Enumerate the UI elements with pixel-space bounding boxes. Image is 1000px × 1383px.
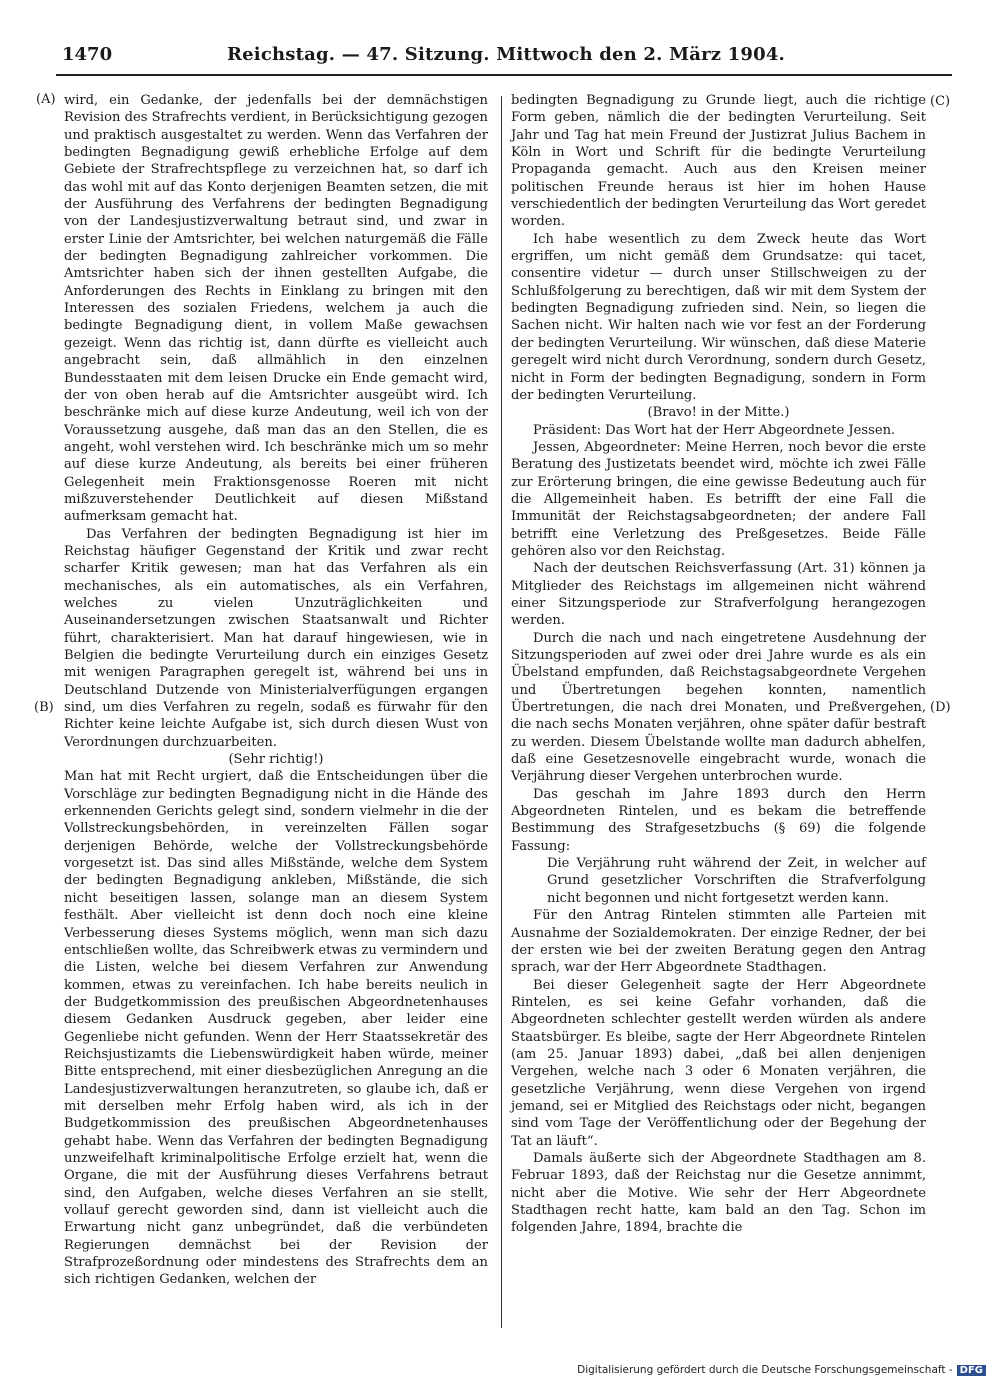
page-number: 1470 <box>62 44 113 65</box>
footer-text: Digitalisierung gefördert durch die Deutsche Forschungsgemeinschaft - <box>577 1364 953 1376</box>
margin-marker-b: (B) <box>34 700 54 715</box>
paragraph: wird, ein Gedanke, der jedenfalls bei der demnächstigen Revision des Strafrechts verdient, in Berücksichtigung gezogen und praktisch ausgestaltet zu werden. Wenn das Verfahren der bedingten Begnadigung gewiß erhebliche Erfolge auf dem Gebiete der Strafrechtspflege zu verzeichnen hat, so darf ich das wohl mit auf das Konto derjenigen Beamten setzen, die mit der Ausführung des Verfahrens der bedingten Begnadigung von der Landesjustizverwaltung betraut sind, und zwar in erster Linie der Amtsrichter, bei welchen naturgemäß die Fälle der bedingten Begnadigung zahlreicher vorkommen. Die Amtsrichter haben sich der ihnen gestellten Aufgabe, die Anforderungen des Rechts in Einklang zu bringen mit den Interessen des sozialen Friedens, welchem ja auch die bedingte Begnadigung dient, in vollem Maße gewachsen gezeigt. Wenn das richtig ist, dann dürfte es vielleicht auch angebracht sein, daß allmählich in den einzelnen Bundesstaaten mit dem leisen Drucke ein Ende gemacht wird, der von oben herab auf die Amtsrichter ausgeübt wird. Ich beschränke mich auf diese kurze Andeutung, weil ich von der Voraussetzung ausgehe, daß man das an den Stellen, die es angeht, wohl verstehen wird. Ich beschränke mich um so mehr auf diese kurze Andeutung, als bereits bei einer früheren Gelegenheit mein Fraktionsgenosse Roeren mit nicht mißzuverstehender Deutlichkeit auf diesen Mißstand aufmerksam gemacht hat. <box>64 93 488 525</box>
running-title: Reichstag. — 47. Sitzung. Mittwoch den 2. März 1904. <box>226 44 786 65</box>
speaker-paragraph: Jessen, Abgeordneter: Meine Herren, noch bevor die erste Beratung des Justizetats beendet wird, möchte ich zwei Fälle zur Erörterung bringen, die eine gewisse Bedeutung auch für die Allgemeinheit haben. Es betrifft der eine Fall die Immunität der Reichstagsabgeordneten; der andere Fall betrifft eine Verletzung des Preßgesetzes. Beide Fälle gehören also vor den Reichstag. <box>511 439 926 559</box>
paragraph: Damals äußerte sich der Abgeordnete Stadthagen am 8. Februar 1893, daß der Reichstag nur die Gesetze annimmt, nicht aber die Motive. Wie sehr der Herr Abgeordnete Stadthagen recht hatte, kam bald an den Tag. Schon im folgenden Jahre, 1894, brachte die <box>511 1150 926 1236</box>
paragraph: bedingten Begnadigung zu Grunde liegt, auch die richtige Form geben, nämlich die der bedingten Verurteilung. Seit Jahr und Tag hat mein Freund der Justizrat Julius Bachem in Köln in Wort und Schrift für die bedingte Verurteilung Propaganda gemacht. Auch aus den Kreisen meiner politischen Freunde heraus ist hier im hohen Hause verschiedentlich der bedingten Verurteilung das Wort geredet worden. <box>511 93 926 230</box>
header-rule <box>56 74 952 76</box>
paragraph: Man hat mit Recht urgiert, daß die Entscheidungen über die Vorschläge zur bedingten Begnadigung nicht in die Hände des erkennenden Gerichts gelegt sind, sondern vielmehr in die der Vollstreckungsbehörden, in vereinzelten Fällen sogar derjenigen Behörde, welche der Vollstreckungsbehörde vorgesetzt ist. Das sind alles Mißstände, welche dem System der bedingten Begnadigung ankleben, Mißstände, die sich nicht beseitigen lassen, solange man an diesem System festhält. Aber vielleicht ist denn doch noch eine kleine Verbesserung dieses Systems möglich, wenn man sich dazu entschließen wollte, das Schreibwerk etwas zu vermindern und die Listen, welche bei diesem Verfahren zur Anwendung kommen, etwas zu vereinfachen. Ich habe bereits neulich in der Budgetkommission des preußischen Abgeordnetenhauses diesem Gedanken Ausdruck gegeben, aber leider eine Gegenliebe nicht gefunden. Wenn der Herr Staatssekretär des Reichsjustizamts die Liebenswürdigkeit haben würde, meiner Bitte entsprechend, mit einer diesbezüglichen Anregung an die Landesjustizverwaltungen heranzutreten, so glaube ich, daß er mit derselben mehr Erfolg haben wird, als ich in der Budgetkommission des preußischen Abgeordnetenhauses gehabt habe. Wenn das Verfahren der bedingten Begnadigung unzweifelhaft kriminalpolitische Erfolge erzielt hat, wenn die Organe, die mit der Ausführung dieses Verfahrens betraut sind, den Aufgaben, welche dieses Verfahren an sie stellt, vollauf gerecht geworden sind, dann ist vielleicht auch die Erwartung nicht ganz unbegründet, daß die verbündeten Regierungen demnächst bei der Revision der Strafprozeßordnung oder mindestens des Strafrechts dem an sich richtigen Gedanken, welchen der <box>64 769 488 1288</box>
dfg-logo: DFG <box>957 1365 986 1376</box>
paragraph: Ich habe wesentlich zu dem Zweck heute das Wort ergriffen, um nicht gemäß dem Grundsatze: qui tacet, consentire videtur — durch unser Stillschweigen zu der Schlußfolgerung zu berechtigen, daß wir mit dem System der bedingten Begnadigung zufrieden sind. Nein, so liegen die Sachen nicht. Wir halten nach wie vor fest an der Forderung der bedingten Verurteilung. Wir wünschen, daß diese Materie geregelt wird nicht durch Verordnung, sondern durch Gesetz, nicht in Form der bedingten Begnadigung, sondern in Form der bedingten Verurteilung. <box>511 231 926 403</box>
right-column <box>511 92 926 1237</box>
paragraph: Das geschah im Jahre 1893 durch den Herrn Abgeordneten Rintelen, und es bekam die betreffende Bestimmung des Strafgesetzbuchs (§ 69) die folgende Fassung: <box>511 786 926 854</box>
margin-marker-d: (D) <box>930 700 951 715</box>
speaker-paragraph: Präsident: Das Wort hat der Herr Abgeordnete Jessen. <box>533 422 896 438</box>
column-divider <box>501 96 502 1328</box>
footer-credit <box>577 1364 986 1376</box>
paragraph: Das Verfahren der bedingten Begnadigung ist hier im Reichstag häufiger Gegenstand der Kritik und zwar recht scharfer Kritik gewesen; man hat das Verfahren als ein mechanisches, als ein automatisches, als ein Verfahren, welches zu vielen Unzuträglichkeiten und Auseinandersetzungen zwischen Staatsanwalt und Richter führt, charakterisiert. Man hat darauf hingewiesen, wie in Belgien die bedingte Verurteilung durch ein einziges Gesetz mit wenigen Paragraphen geregelt ist, während bei uns in Deutschland Dutzende von Ministerialverfügungen ergangen sind, um dies Verfahren zu regeln, sodaß es fürwahr für den Richter keine leichte Aufgabe ist, sich durch diesen Wust von Verordnungen durchzuarbeiten. <box>64 526 488 750</box>
interjection: (Sehr richtig!) <box>228 752 324 768</box>
page-header <box>50 44 962 72</box>
paragraph: Bei dieser Gelegenheit sagte der Herr Abgeordnete Rintelen, es sei keine Gefahr vorhanden, daß die Abgeordneten schlechter gestellt werden würden als andere Staatsbürger. Es bleibe, sagte der Herr Abgeordnete Rintelen (am 25. Januar 1893) dabei, „daß bei allen denjenigen Vergehen, welche nach 3 oder 6 Monaten verjähren, die gesetzliche Verjährung, wenn diese Vergehen von irgend jemand, sei er Mitglied des Reichstags oder nicht, begangen sind vom Tage der Veröffentlichung oder der Begehung der Tat an läuft“. <box>511 977 926 1149</box>
interjection: (Bravo! in der Mitte.) <box>647 405 790 421</box>
block-quote: Die Verjährung ruht während der Zeit, in welcher auf Grund gesetzlicher Vorschriften die Strafverfolgung nicht begonnen und nicht fortgesetzt werden kann. <box>547 856 926 906</box>
paragraph: Für den Antrag Rintelen stimmten alle Parteien mit Ausnahme der Sozialdemokraten. Der einzige Redner, der bei der ersten wie bei der zweiten Beratung gegen den Antrag sprach, war der Herr Abgeordnete Stadthagen. <box>511 908 926 976</box>
paragraph: Nach der deutschen Reichsverfassung (Art. 31) können ja Mitglieder des Reichstags im allgemeinen nicht während einer Sitzungsperiode zur Strafverfolgung herangezogen werden. <box>511 561 926 629</box>
margin-marker-a: (A) <box>36 92 56 107</box>
margin-marker-c: (C) <box>930 94 951 109</box>
left-column <box>64 92 488 1289</box>
paragraph: Durch die nach und nach eingetretene Ausdehnung der Sitzungsperioden auf zwei oder drei Jahre wurde es als ein Übelstand empfunden, daß Reichstagsabgeordnete Vergehen und Übertretungen begehen konnten, namentlich Übertretungen, die nach drei Monaten, und Preßvergehen, die nach sechs Monaten verjähren, ohne später dafür bestraft zu werden. Diesem Übelstande wollte man dadurch abhelfen, daß eine Gesetzesnovelle eingebracht wurde, wonach die Verjährung dieser Vergehen unterbrochen wurde. <box>511 630 926 785</box>
